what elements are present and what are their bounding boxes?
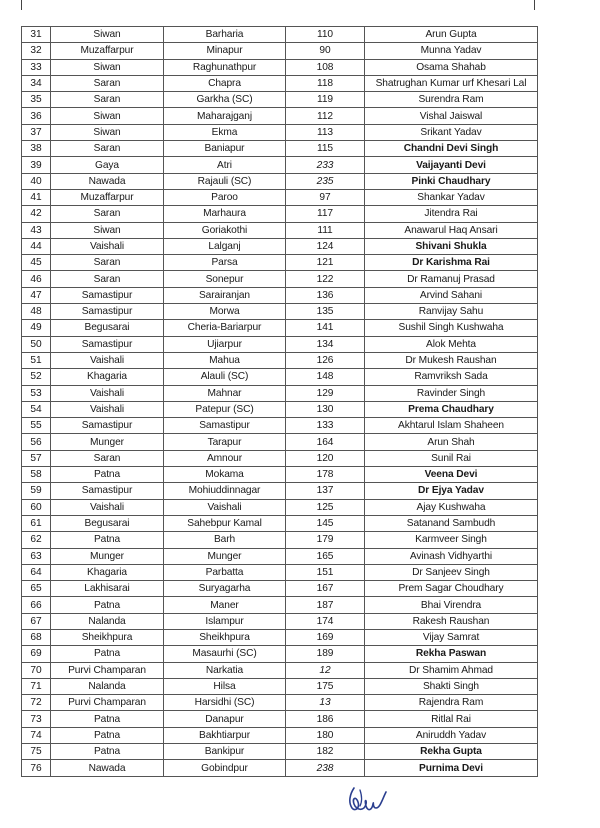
candidate-name-cell: Dr Ramanuj Prasad xyxy=(365,271,538,287)
candidate-name-cell: Shakti Singh xyxy=(365,678,538,694)
candidate-name-cell: Anawarul Haq Ansari xyxy=(365,222,538,238)
district-cell: Vaishali xyxy=(51,352,164,368)
candidate-name-cell: Sunil Rai xyxy=(365,450,538,466)
constituency-number-cell: 179 xyxy=(286,532,365,548)
district-cell: Vaishali xyxy=(51,499,164,515)
district-cell: Vaishali xyxy=(51,238,164,254)
candidate-name-cell: Ranvijay Sahu xyxy=(365,304,538,320)
candidate-name-cell: Ravinder Singh xyxy=(365,385,538,401)
candidate-name-cell: Rekha Paswan xyxy=(365,646,538,662)
table-row xyxy=(22,75,538,91)
table-row xyxy=(22,515,538,531)
constituency-cell: Garkha (SC) xyxy=(164,92,286,108)
candidate-name-cell: Dr Sanjeev Singh xyxy=(365,564,538,580)
district-cell: Khagaria xyxy=(51,369,164,385)
serial-number-cell: 53 xyxy=(22,385,51,401)
serial-number-cell: 37 xyxy=(22,124,51,140)
constituency-number-cell: 187 xyxy=(286,597,365,613)
constituency-cell: Marhaura xyxy=(164,206,286,222)
district-cell: Nalanda xyxy=(51,613,164,629)
table-row xyxy=(22,532,538,548)
district-cell: Samastipur xyxy=(51,336,164,352)
constituency-cell: Morwa xyxy=(164,304,286,320)
constituency-cell: Barh xyxy=(164,532,286,548)
constituency-number-cell: 145 xyxy=(286,515,365,531)
district-cell: Saran xyxy=(51,92,164,108)
constituency-number-cell: 238 xyxy=(286,760,365,776)
constituency-cell: Sheikhpura xyxy=(164,629,286,645)
serial-number-cell: 67 xyxy=(22,613,51,629)
candidate-name-cell: Ritlal Rai xyxy=(365,711,538,727)
table-row xyxy=(22,597,538,613)
table-row xyxy=(22,304,538,320)
table-row xyxy=(22,499,538,515)
district-cell: Saran xyxy=(51,255,164,271)
constituency-cell: Tarapur xyxy=(164,434,286,450)
candidate-name-cell: Satanand Sambudh xyxy=(365,515,538,531)
constituency-number-cell: 113 xyxy=(286,124,365,140)
table-row xyxy=(22,401,538,417)
constituency-cell: Chapra xyxy=(164,75,286,91)
serial-number-cell: 34 xyxy=(22,75,51,91)
candidate-name-cell: Rekha Gupta xyxy=(365,744,538,760)
constituency-cell: Maharajganj xyxy=(164,108,286,124)
serial-number-cell: 45 xyxy=(22,255,51,271)
district-cell: Gaya xyxy=(51,157,164,173)
serial-number-cell: 65 xyxy=(22,581,51,597)
serial-number-cell: 52 xyxy=(22,369,51,385)
constituency-cell: Minapur xyxy=(164,43,286,59)
candidate-table xyxy=(21,26,538,777)
table-row xyxy=(22,483,538,499)
constituency-cell: Lalganj xyxy=(164,238,286,254)
table-row xyxy=(22,418,538,434)
constituency-cell: Sonepur xyxy=(164,271,286,287)
district-cell: Nawada xyxy=(51,760,164,776)
candidate-table-body xyxy=(22,27,538,777)
page-edge-line xyxy=(21,0,22,10)
district-cell: Muzaffarpur xyxy=(51,189,164,205)
constituency-cell: Danapur xyxy=(164,711,286,727)
table-row xyxy=(22,760,538,776)
serial-number-cell: 38 xyxy=(22,141,51,157)
table-row xyxy=(22,352,538,368)
table-row xyxy=(22,744,538,760)
district-cell: Patna xyxy=(51,532,164,548)
constituency-number-cell: 125 xyxy=(286,499,365,515)
serial-number-cell: 50 xyxy=(22,336,51,352)
constituency-number-cell: 124 xyxy=(286,238,365,254)
district-cell: Samastipur xyxy=(51,483,164,499)
constituency-number-cell: 164 xyxy=(286,434,365,450)
district-cell: Muzaffarpur xyxy=(51,43,164,59)
constituency-cell: Suryagarha xyxy=(164,581,286,597)
district-cell: Patna xyxy=(51,646,164,662)
table-row xyxy=(22,662,538,678)
constituency-number-cell: 235 xyxy=(286,173,365,189)
table-row xyxy=(22,43,538,59)
candidate-name-cell: Avinash Vidhyarthi xyxy=(365,548,538,564)
serial-number-cell: 59 xyxy=(22,483,51,499)
table-row xyxy=(22,450,538,466)
constituency-number-cell: 134 xyxy=(286,336,365,352)
serial-number-cell: 64 xyxy=(22,564,51,580)
constituency-number-cell: 129 xyxy=(286,385,365,401)
constituency-cell: Atri xyxy=(164,157,286,173)
constituency-number-cell: 178 xyxy=(286,467,365,483)
table-row xyxy=(22,92,538,108)
constituency-cell: Harsidhi (SC) xyxy=(164,695,286,711)
constituency-number-cell: 115 xyxy=(286,141,365,157)
constituency-cell: Ekma xyxy=(164,124,286,140)
candidate-name-cell: Aniruddh Yadav xyxy=(365,727,538,743)
constituency-number-cell: 141 xyxy=(286,320,365,336)
constituency-number-cell: 165 xyxy=(286,548,365,564)
constituency-cell: Ujiarpur xyxy=(164,336,286,352)
constituency-number-cell: 148 xyxy=(286,369,365,385)
district-cell: Patna xyxy=(51,744,164,760)
candidate-name-cell: Purnima Devi xyxy=(365,760,538,776)
constituency-cell: Hilsa xyxy=(164,678,286,694)
serial-number-cell: 42 xyxy=(22,206,51,222)
table-row xyxy=(22,27,538,43)
candidate-name-cell: Jitendra Rai xyxy=(365,206,538,222)
serial-number-cell: 71 xyxy=(22,678,51,694)
candidate-name-cell: Pinki Chaudhary xyxy=(365,173,538,189)
constituency-number-cell: 121 xyxy=(286,255,365,271)
district-cell: Samastipur xyxy=(51,304,164,320)
serial-number-cell: 33 xyxy=(22,59,51,75)
constituency-cell: Alauli (SC) xyxy=(164,369,286,385)
constituency-cell: Narkatia xyxy=(164,662,286,678)
candidate-name-cell: Osama Shahab xyxy=(365,59,538,75)
constituency-cell: Masaurhi (SC) xyxy=(164,646,286,662)
district-cell: Patna xyxy=(51,727,164,743)
constituency-number-cell: 174 xyxy=(286,613,365,629)
constituency-cell: Mokama xyxy=(164,467,286,483)
constituency-number-cell: 137 xyxy=(286,483,365,499)
constituency-cell: Amnour xyxy=(164,450,286,466)
candidate-name-cell: Dr Mukesh Raushan xyxy=(365,352,538,368)
table-row xyxy=(22,189,538,205)
constituency-number-cell: 169 xyxy=(286,629,365,645)
serial-number-cell: 40 xyxy=(22,173,51,189)
district-cell: Siwan xyxy=(51,124,164,140)
district-cell: Purvi Champaran xyxy=(51,662,164,678)
constituency-number-cell: 119 xyxy=(286,92,365,108)
candidate-name-cell: Shankar Yadav xyxy=(365,189,538,205)
serial-number-cell: 51 xyxy=(22,352,51,368)
table-row xyxy=(22,678,538,694)
district-cell: Patna xyxy=(51,467,164,483)
table-row xyxy=(22,581,538,597)
district-cell: Sheikhpura xyxy=(51,629,164,645)
constituency-number-cell: 111 xyxy=(286,222,365,238)
candidate-name-cell: Vaijayanti Devi xyxy=(365,157,538,173)
serial-number-cell: 55 xyxy=(22,418,51,434)
serial-number-cell: 46 xyxy=(22,271,51,287)
serial-number-cell: 72 xyxy=(22,695,51,711)
constituency-cell: Parsa xyxy=(164,255,286,271)
constituency-cell: Sarairanjan xyxy=(164,287,286,303)
district-cell: Samastipur xyxy=(51,287,164,303)
candidate-name-cell: Dr Ejya Yadav xyxy=(365,483,538,499)
district-cell: Siwan xyxy=(51,59,164,75)
table-row xyxy=(22,157,538,173)
constituency-number-cell: 126 xyxy=(286,352,365,368)
table-row xyxy=(22,320,538,336)
constituency-number-cell: 13 xyxy=(286,695,365,711)
candidate-name-cell: Ajay Kushwaha xyxy=(365,499,538,515)
serial-number-cell: 69 xyxy=(22,646,51,662)
constituency-number-cell: 186 xyxy=(286,711,365,727)
candidate-name-cell: Rajendra Ram xyxy=(365,695,538,711)
table-row xyxy=(22,238,538,254)
district-cell: Samastipur xyxy=(51,418,164,434)
table-row xyxy=(22,613,538,629)
district-cell: Saran xyxy=(51,271,164,287)
table-row xyxy=(22,727,538,743)
candidate-name-cell: Akhtarul Islam Shaheen xyxy=(365,418,538,434)
constituency-number-cell: 189 xyxy=(286,646,365,662)
candidate-name-cell: Prem Sagar Choudhary xyxy=(365,581,538,597)
candidate-name-cell: Prema Chaudhary xyxy=(365,401,538,417)
candidate-name-cell: Karmveer Singh xyxy=(365,532,538,548)
constituency-cell: Bakhtiarpur xyxy=(164,727,286,743)
candidate-name-cell: Vishal Jaiswal xyxy=(365,108,538,124)
constituency-cell: Barharia xyxy=(164,27,286,43)
serial-number-cell: 56 xyxy=(22,434,51,450)
serial-number-cell: 58 xyxy=(22,467,51,483)
constituency-number-cell: 110 xyxy=(286,27,365,43)
constituency-number-cell: 130 xyxy=(286,401,365,417)
table-row xyxy=(22,222,538,238)
serial-number-cell: 70 xyxy=(22,662,51,678)
district-cell: Vaishali xyxy=(51,385,164,401)
serial-number-cell: 43 xyxy=(22,222,51,238)
constituency-cell: Patepur (SC) xyxy=(164,401,286,417)
candidate-name-cell: Shatrughan Kumar urf Khesari Lal xyxy=(365,75,538,91)
table-row xyxy=(22,206,538,222)
serial-number-cell: 44 xyxy=(22,238,51,254)
candidate-name-cell: Arvind Sahani xyxy=(365,287,538,303)
candidate-name-cell: Surendra Ram xyxy=(365,92,538,108)
constituency-number-cell: 118 xyxy=(286,75,365,91)
candidate-name-cell: Vijay Samrat xyxy=(365,629,538,645)
district-cell: Saran xyxy=(51,141,164,157)
table-row xyxy=(22,336,538,352)
serial-number-cell: 49 xyxy=(22,320,51,336)
constituency-number-cell: 151 xyxy=(286,564,365,580)
district-cell: Khagaria xyxy=(51,564,164,580)
district-cell: Patna xyxy=(51,597,164,613)
constituency-cell: Baniapur xyxy=(164,141,286,157)
serial-number-cell: 35 xyxy=(22,92,51,108)
table-row xyxy=(22,548,538,564)
district-cell: Lakhisarai xyxy=(51,581,164,597)
page-edge-line xyxy=(534,0,535,10)
candidate-name-cell: Dr Karishma Rai xyxy=(365,255,538,271)
constituency-number-cell: 117 xyxy=(286,206,365,222)
serial-number-cell: 32 xyxy=(22,43,51,59)
constituency-cell: Islampur xyxy=(164,613,286,629)
serial-number-cell: 66 xyxy=(22,597,51,613)
constituency-cell: Maner xyxy=(164,597,286,613)
district-cell: Patna xyxy=(51,711,164,727)
candidate-name-cell: Chandni Devi Singh xyxy=(365,141,538,157)
candidate-name-cell: Rakesh Raushan xyxy=(365,613,538,629)
constituency-cell: Rajauli (SC) xyxy=(164,173,286,189)
district-cell: Saran xyxy=(51,206,164,222)
table-row xyxy=(22,564,538,580)
serial-number-cell: 48 xyxy=(22,304,51,320)
table-row xyxy=(22,59,538,75)
constituency-number-cell: 90 xyxy=(286,43,365,59)
candidate-name-cell: Munna Yadav xyxy=(365,43,538,59)
constituency-number-cell: 133 xyxy=(286,418,365,434)
candidate-name-cell: Dr Shamim Ahmad xyxy=(365,662,538,678)
serial-number-cell: 74 xyxy=(22,727,51,743)
serial-number-cell: 76 xyxy=(22,760,51,776)
district-cell: Begusarai xyxy=(51,320,164,336)
serial-number-cell: 47 xyxy=(22,287,51,303)
constituency-cell: Mahnar xyxy=(164,385,286,401)
district-cell: Nawada xyxy=(51,173,164,189)
district-cell: Vaishali xyxy=(51,401,164,417)
district-cell: Saran xyxy=(51,75,164,91)
constituency-number-cell: 135 xyxy=(286,304,365,320)
table-row xyxy=(22,124,538,140)
constituency-cell: Munger xyxy=(164,548,286,564)
constituency-number-cell: 97 xyxy=(286,189,365,205)
district-cell: Munger xyxy=(51,434,164,450)
district-cell: Siwan xyxy=(51,108,164,124)
constituency-number-cell: 122 xyxy=(286,271,365,287)
serial-number-cell: 36 xyxy=(22,108,51,124)
table-row xyxy=(22,385,538,401)
constituency-cell: Paroo xyxy=(164,189,286,205)
serial-number-cell: 41 xyxy=(22,189,51,205)
table-row xyxy=(22,369,538,385)
constituency-number-cell: 120 xyxy=(286,450,365,466)
constituency-cell: Goriakothi xyxy=(164,222,286,238)
serial-number-cell: 68 xyxy=(22,629,51,645)
serial-number-cell: 62 xyxy=(22,532,51,548)
constituency-number-cell: 182 xyxy=(286,744,365,760)
constituency-cell: Gobindpur xyxy=(164,760,286,776)
serial-number-cell: 63 xyxy=(22,548,51,564)
candidate-name-cell: Veena Devi xyxy=(365,467,538,483)
candidate-name-cell: Alok Mehta xyxy=(365,336,538,352)
serial-number-cell: 54 xyxy=(22,401,51,417)
district-cell: Nalanda xyxy=(51,678,164,694)
table-row xyxy=(22,108,538,124)
constituency-cell: Mohiuddinnagar xyxy=(164,483,286,499)
candidate-name-cell: Arun Gupta xyxy=(365,27,538,43)
constituency-number-cell: 136 xyxy=(286,287,365,303)
constituency-cell: Samastipur xyxy=(164,418,286,434)
serial-number-cell: 61 xyxy=(22,515,51,531)
table-row xyxy=(22,467,538,483)
table-row xyxy=(22,287,538,303)
constituency-number-cell: 175 xyxy=(286,678,365,694)
serial-number-cell: 31 xyxy=(22,27,51,43)
table-row xyxy=(22,629,538,645)
constituency-number-cell: 112 xyxy=(286,108,365,124)
serial-number-cell: 73 xyxy=(22,711,51,727)
constituency-cell: Raghunathpur xyxy=(164,59,286,75)
constituency-cell: Bankipur xyxy=(164,744,286,760)
constituency-number-cell: 108 xyxy=(286,59,365,75)
table-row xyxy=(22,271,538,287)
candidate-name-cell: Arun Shah xyxy=(365,434,538,450)
constituency-cell: Mahua xyxy=(164,352,286,368)
serial-number-cell: 60 xyxy=(22,499,51,515)
candidate-name-cell: Ramvriksh Sada xyxy=(365,369,538,385)
serial-number-cell: 39 xyxy=(22,157,51,173)
candidate-name-cell: Srikant Yadav xyxy=(365,124,538,140)
district-cell: Saran xyxy=(51,450,164,466)
serial-number-cell: 75 xyxy=(22,744,51,760)
table-row xyxy=(22,646,538,662)
constituency-cell: Parbatta xyxy=(164,564,286,580)
table-row xyxy=(22,173,538,189)
constituency-cell: Vaishali xyxy=(164,499,286,515)
constituency-number-cell: 167 xyxy=(286,581,365,597)
table-row xyxy=(22,434,538,450)
table-row xyxy=(22,141,538,157)
table-row xyxy=(22,695,538,711)
table-row xyxy=(22,711,538,727)
constituency-cell: Sahebpur Kamal xyxy=(164,515,286,531)
district-cell: Begusarai xyxy=(51,515,164,531)
district-cell: Siwan xyxy=(51,222,164,238)
constituency-number-cell: 233 xyxy=(286,157,365,173)
candidate-name-cell: Bhai Virendra xyxy=(365,597,538,613)
district-cell: Siwan xyxy=(51,27,164,43)
candidate-name-cell: Sushil Singh Kushwaha xyxy=(365,320,538,336)
constituency-cell: Cheria-Bariarpur xyxy=(164,320,286,336)
candidate-name-cell: Shivani Shukla xyxy=(365,238,538,254)
district-cell: Munger xyxy=(51,548,164,564)
constituency-number-cell: 12 xyxy=(286,662,365,678)
serial-number-cell: 57 xyxy=(22,450,51,466)
constituency-number-cell: 180 xyxy=(286,727,365,743)
signature-mark xyxy=(340,778,392,818)
table-row xyxy=(22,255,538,271)
district-cell: Purvi Champaran xyxy=(51,695,164,711)
